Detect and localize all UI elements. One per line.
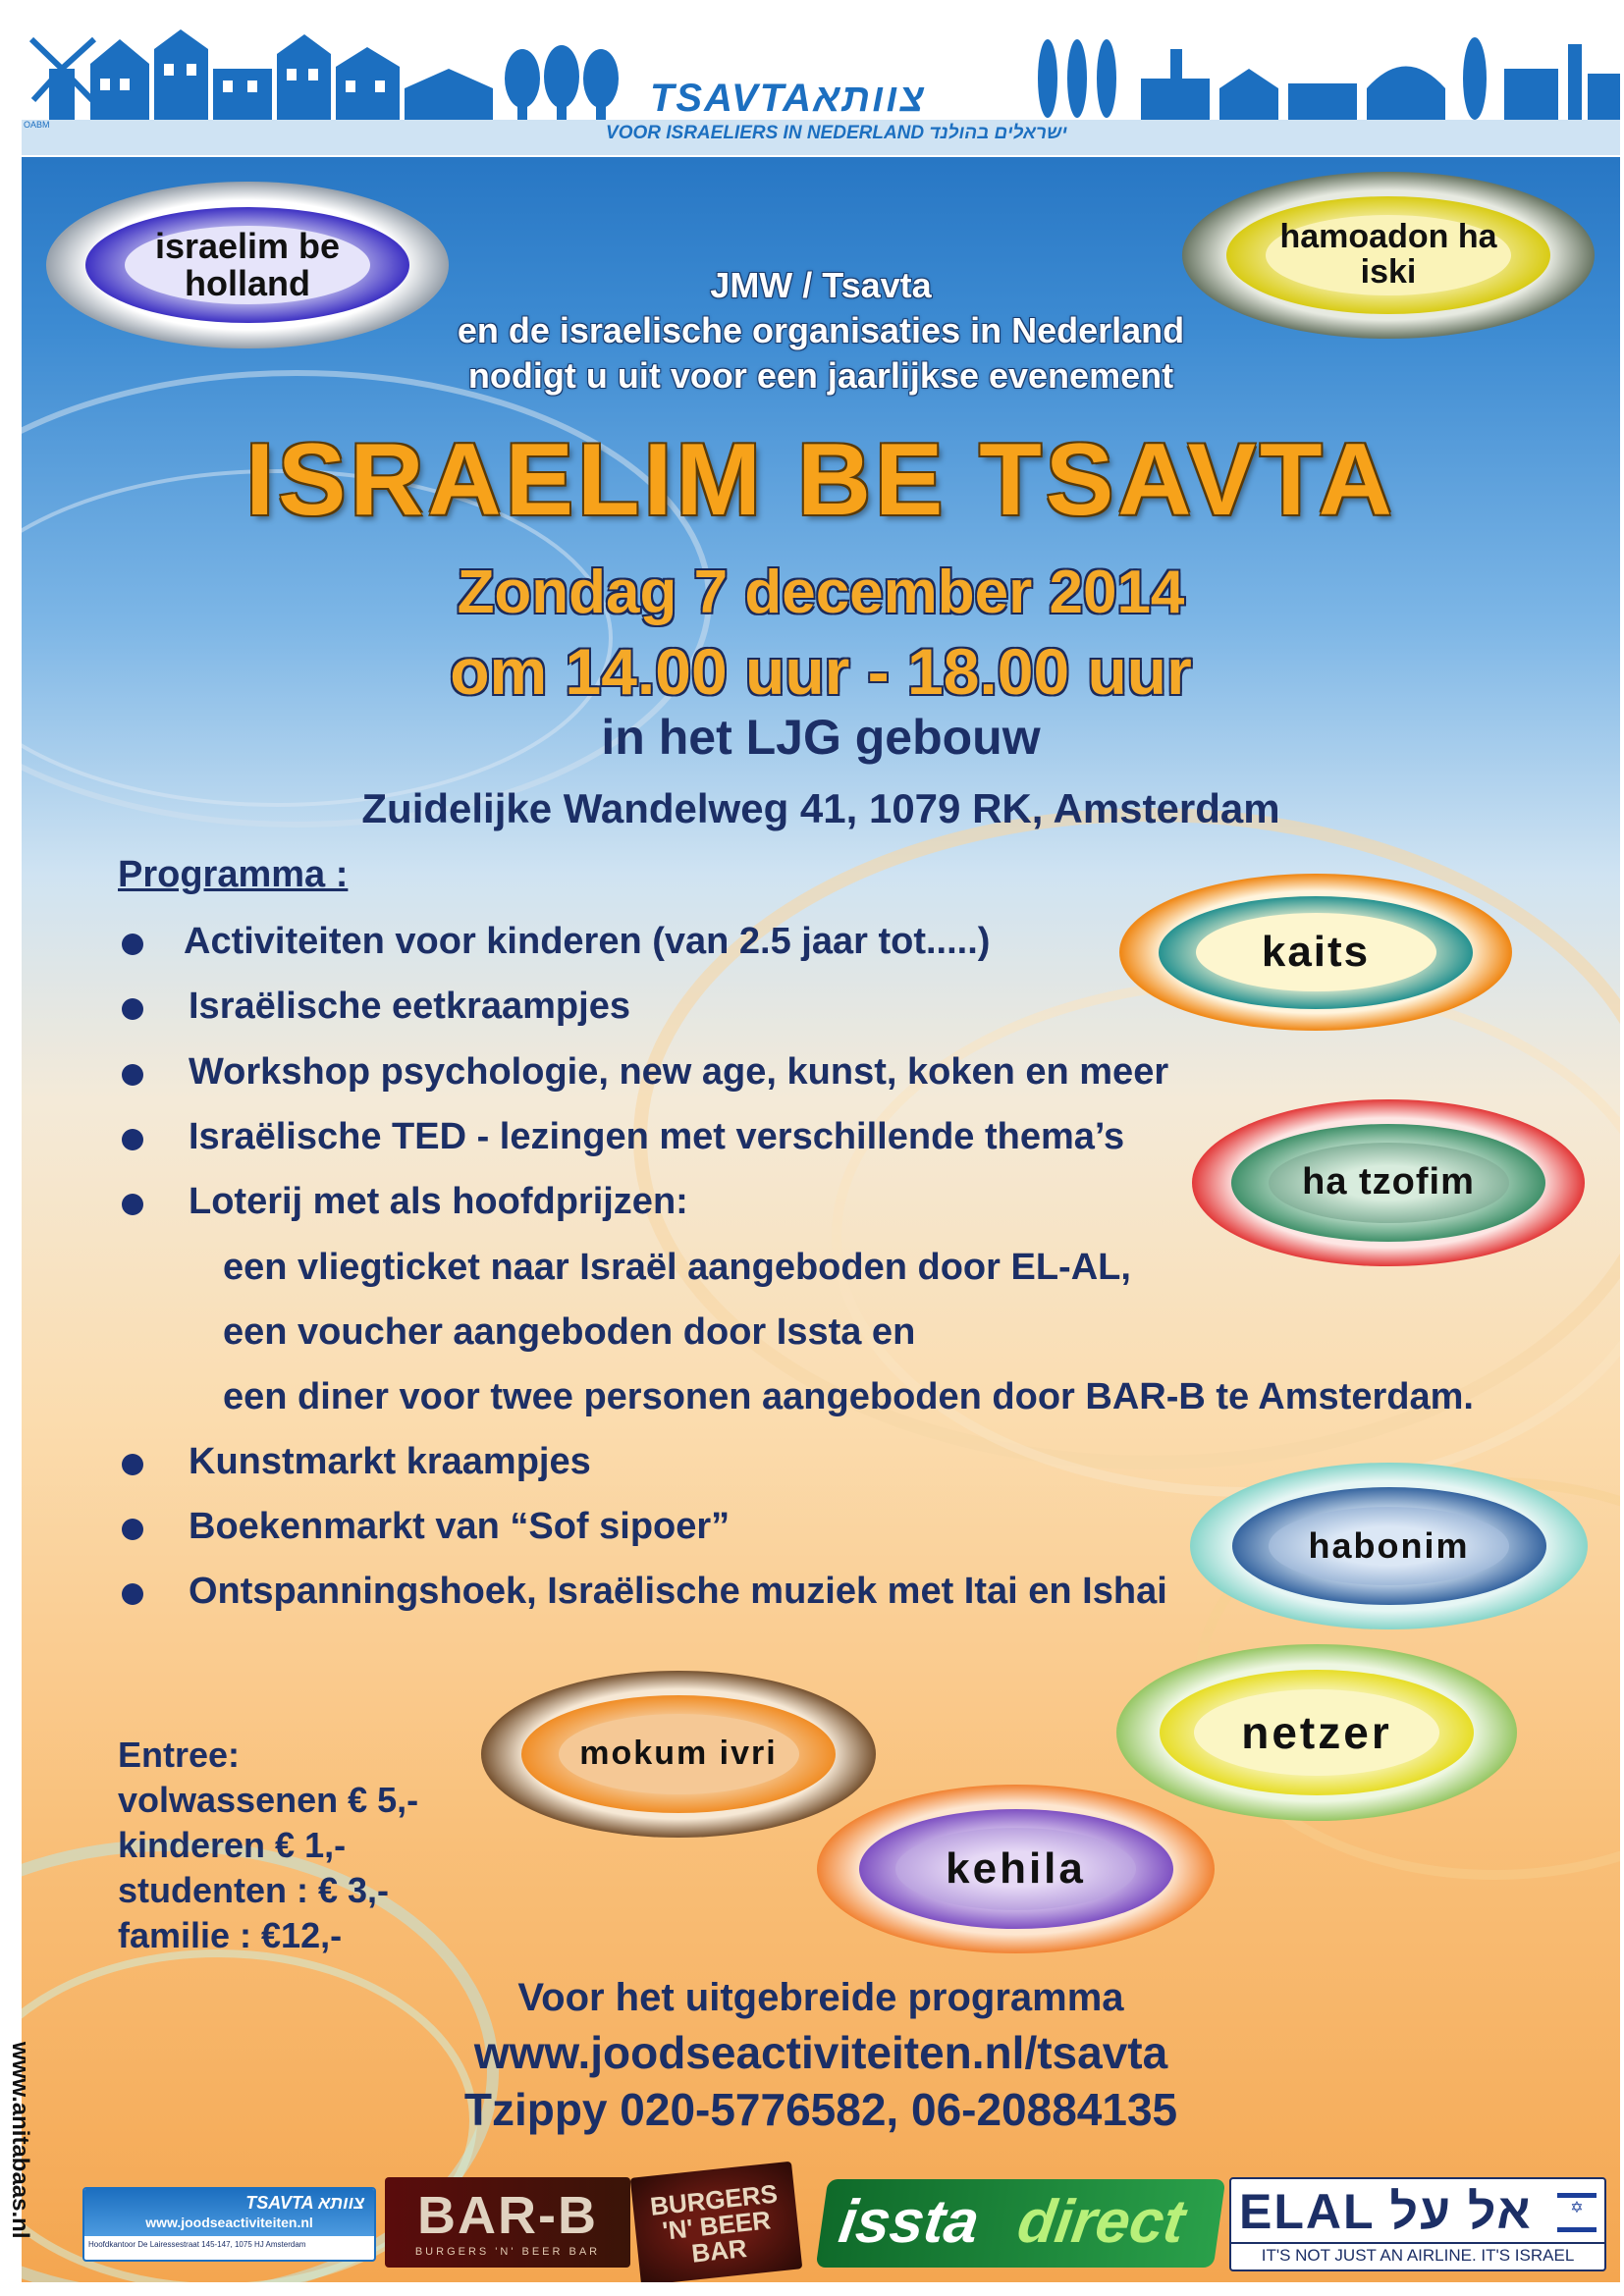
entree-family: familie : €12,- <box>118 1915 343 1955</box>
elal-slogan: IT'S NOT JUST AN AIRLINE. IT'S ISRAEL <box>1231 2242 1604 2266</box>
sponsor-elal-logo <box>1229 2177 1606 2271</box>
program-item: Boekenmarkt van “Sof sipoer” <box>189 1506 731 1547</box>
barb-name: BAR-B <box>417 2186 598 2245</box>
tsavta-address: Hoofdkantoor De Lairessestraat 145-147, 1075 HJ Amsterdam <box>88 2240 306 2249</box>
barb-sub: BURGERS 'N' BEER BAR <box>414 2246 601 2258</box>
org-label-habonim: habonim <box>1269 1507 1509 1585</box>
bullet-icon <box>122 1519 143 1540</box>
entree-adults: volwassenen € 5,- <box>118 1780 419 1820</box>
org-kaits <box>1119 874 1512 1031</box>
event-date: Zondag 7 december 2014 <box>457 559 1185 626</box>
entree-children: kinderen € 1,- <box>118 1825 347 1865</box>
header-brand: TSAVTAצוותא <box>650 77 926 120</box>
sponsor-burgers-beer-logo <box>630 2162 803 2282</box>
org-label-kehila: kehila <box>895 1828 1136 1910</box>
bullet-icon <box>122 934 143 955</box>
prize-line: een vliegticket naar Israël aangeboden door EL-AL, <box>223 1247 1131 1288</box>
org-label-netzer: netzer <box>1194 1689 1439 1776</box>
org-label-mokum-ivri: mokum ivri <box>559 1714 799 1794</box>
issta-part-a: issta <box>835 2188 984 2256</box>
event-address: Zuidelijke Wandelweg 41, 1079 RK, Amsterdam <box>361 785 1280 831</box>
bullet-icon <box>122 1194 143 1215</box>
tsavta-brand: TSAVTA צוותא <box>245 2193 364 2213</box>
header-banner <box>22 10 1620 157</box>
bullet-icon <box>122 1129 143 1150</box>
org-netzer <box>1116 1644 1517 1821</box>
org-label-hamoadon: hamoadon ha iski <box>1266 215 1511 295</box>
org-mokum-ivri <box>481 1671 876 1838</box>
intro-line-2: en de israelische organisaties in Nederland <box>457 310 1185 350</box>
sponsor-barb-logo <box>385 2177 630 2268</box>
header-tagline: VOOR ISRAELIERS IN NEDERLAND ישראלים בהולנד <box>606 123 1067 143</box>
program-item: Ontspanningshoek, Israëlische muziek met Itai en Ishai <box>189 1571 1167 1612</box>
israel-flag-icon: ✡ <box>1557 2193 1597 2232</box>
footer-contact: Tzippy 020-5776582, 06-20884135 <box>463 2084 1178 2135</box>
org-label-kaits: kaits <box>1196 913 1436 991</box>
event-title: ISRAELIM BE TSAVTA <box>245 423 1396 537</box>
elal-name: ELAL אל על <box>1239 2184 1533 2239</box>
program-heading: Programma : <box>118 854 349 895</box>
bullet-icon <box>122 1454 143 1475</box>
org-kehila <box>817 1785 1215 1953</box>
program-item: Israëlische TED - lezingen met verschillende thema’s <box>189 1116 1125 1157</box>
side-credit <box>4 2042 43 2258</box>
header-small-mark: OABM <box>24 120 50 130</box>
org-label-ha-tzofim: ha tzofim <box>1269 1143 1509 1223</box>
org-ha-tzofim <box>1192 1099 1585 1266</box>
program-item: Israëlische eetkraampjes <box>189 986 630 1027</box>
tsavta-url: www.joodseactiviteiten.nl <box>145 2215 313 2230</box>
program-item: Workshop psychologie, new age, kunst, koken en meer <box>189 1051 1169 1093</box>
bullet-icon <box>122 998 143 1020</box>
program-item: Loterij met als hoofdprijzen: <box>189 1181 688 1222</box>
prize-line: een voucher aangeboden door Issta en <box>223 1311 916 1353</box>
poster <box>22 10 1620 2282</box>
bullet-icon <box>122 1064 143 1086</box>
entree-block <box>118 1733 418 1958</box>
event-time: om 14.00 uur - 18.00 uur <box>450 635 1192 708</box>
sponsor-tsavta-logo <box>82 2187 376 2262</box>
program-item: Kunstmarkt kraampjes <box>189 1441 591 1482</box>
barb-slogan: BURGERS 'N' BEER BAR <box>648 2178 780 2269</box>
bullet-icon <box>122 1583 143 1605</box>
side-credit-text: www.anitabaas.nl <box>7 2042 33 2239</box>
org-label-israelim-be-holland: israelim be holland <box>125 226 370 304</box>
intro-line-1: JMW / Tsavta <box>710 265 932 305</box>
program-item: Activiteiten voor kinderen (van 2.5 jaar tot.....) <box>184 921 991 962</box>
org-habonim <box>1190 1463 1588 1629</box>
entree-students: studenten : € 3,- <box>118 1870 390 1910</box>
entree-heading: Entree: <box>118 1735 241 1775</box>
footer-more: Voor het uitgebreide programma <box>517 1976 1124 2019</box>
footer-url: www.joodseactiviteiten.nl/tsavta <box>473 2027 1168 2078</box>
intro-line-3: nodigt u uit voor een jaarlijkse evenement <box>467 355 1174 396</box>
sponsor-issta-logo <box>816 2179 1226 2268</box>
issta-part-b: direct <box>1013 2188 1189 2256</box>
prize-line: een diner voor twee personen aangeboden door BAR-B te Amsterdam. <box>223 1376 1474 1417</box>
event-venue: in het LJG gebouw <box>601 710 1041 765</box>
